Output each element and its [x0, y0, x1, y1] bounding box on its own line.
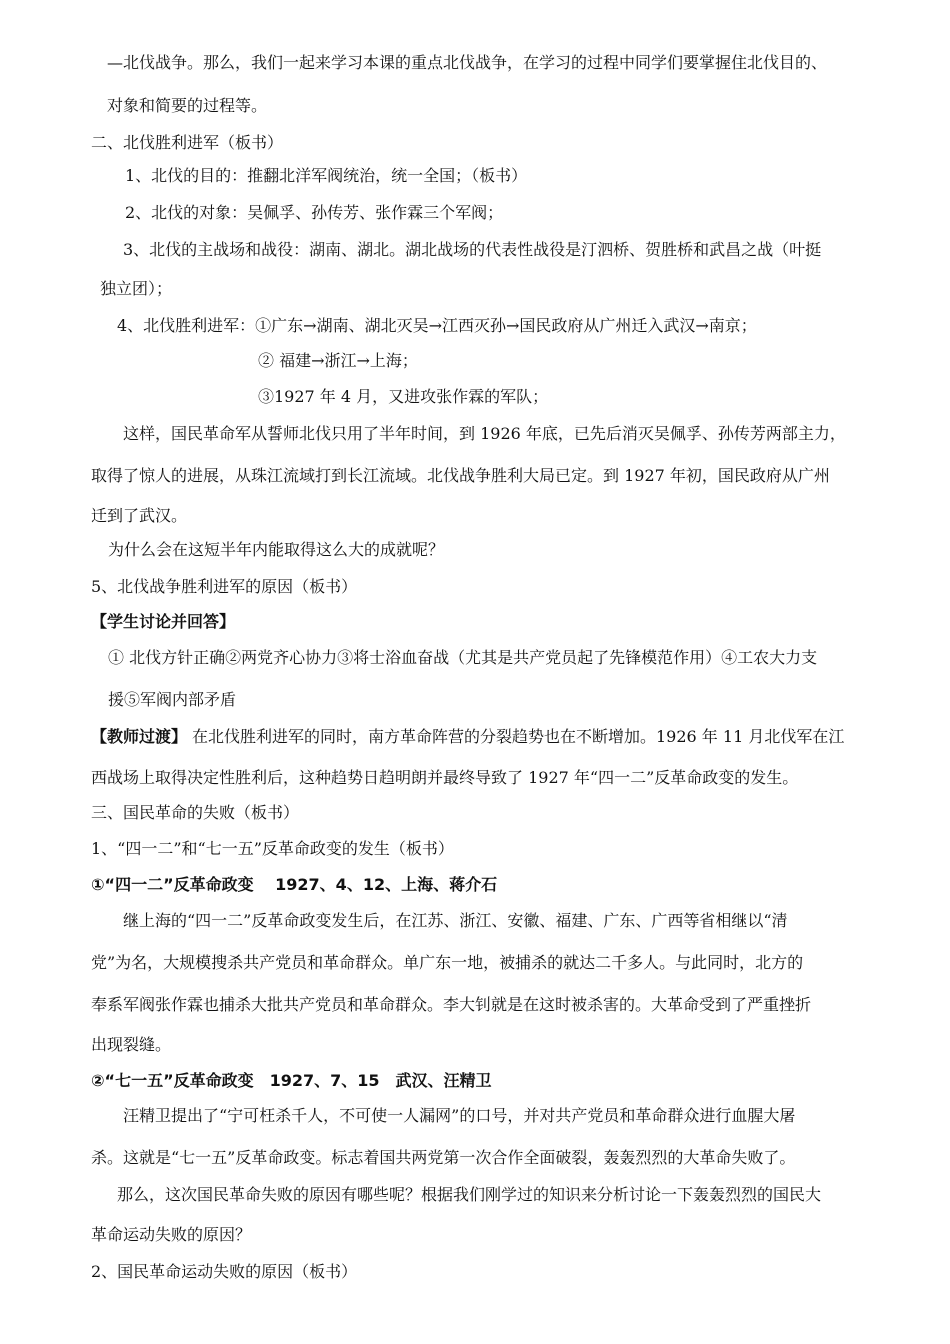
student-discussion-label: 【学生讨论并回答】 [91, 612, 236, 631]
list-item-1: 1、北伐的目的：推翻北洋军阀统治，统一全国；（板书） [125, 166, 528, 185]
text-line-intro-1: —北伐战争。那么，我们一起来学习本课的重点北伐战争，在学习的过程中同学们要掌握住北伐目的、 [107, 53, 828, 72]
section-heading-3: 三、国民革命的失败（板书） [91, 803, 300, 822]
paragraph-3-line-1: 汪精卫提出了“宁可枉杀千人，不可使一人漏网”的口号，并对共产党员和革命群众进行血腥大屠 [123, 1106, 796, 1125]
paragraph-2-line-3: 奉系军阀张作霖也捕杀大批共产党员和革命群众。李大钊就是在这时被杀害的。大革命受到了严重挫折 [91, 995, 812, 1014]
paragraph-4-line-1: 那么，这次国民革命失败的原因有哪些呢？根据我们刚学过的知识来分析讨论一下轰轰烈烈的国民大 [117, 1185, 822, 1204]
list-item-4-route-3: ③1927 年 4 月，又进攻张作霖的军队； [258, 387, 549, 406]
list-item-3: 3、北伐的主战场和战役：湖南、湖北。湖北战场的代表性战役是汀泗桥、贺胜桥和武昌之战（叶挺 [123, 240, 822, 259]
text-line-intro-2: 对象和简要的过程等。 [107, 96, 268, 115]
transition-line-1: 在北伐胜利进军的同时，南方革命阵营的分裂趋势也在不断增加。1926 年 11 月北伐军在江 [192, 727, 845, 746]
transition-line-2: 西战场上取得决定性胜利后，这种趋势日趋明朗并最终导致了 1927 年“四一二”反革命政变的发生。 [91, 768, 799, 787]
reasons-line-1: ① 北伐方针正确②两党齐心协力③将士浴血奋战（尤其是共产党员起了先锋模范作用）④工农大力支 [108, 648, 818, 667]
paragraph-2-line-4: 出现裂缝。 [91, 1035, 172, 1054]
paragraph-2-line-2: 党”为名，大规模搜杀共产党员和革命群众。单广东一地，被捕杀的就达二千多人。与此同时，北方的 [91, 953, 804, 972]
paragraph-1-line-3: 迁到了武汉。 [91, 506, 188, 525]
list-item-2: 2、北伐的对象：吴佩孚、孙传芳、张作霖三个军阀； [125, 203, 504, 222]
subsection-2: 2、国民革命运动失败的原因（板书） [91, 1262, 358, 1281]
paragraph-2-line-1: 继上海的“四一二”反革命政变发生后，在江苏、浙江、安徽、福建、广东、广西等省相继以“清 [123, 911, 788, 930]
section-heading-2: 二、北伐胜利进军（板书） [91, 133, 284, 152]
paragraph-1-line-1: 这样，国民革命军从誓师北伐只用了半年时间，到 1926 年底，已先后消灭吴佩孚、孙传芳两部主力， [123, 424, 846, 443]
list-item-4-route-2: ② 福建→浙江→上海； [258, 351, 418, 370]
section-item-5: 5、北伐战争胜利进军的原因（板书） [91, 577, 358, 596]
paragraph-3-line-2: 杀。这就是“七一五”反革命政变。标志着国共两党第一次合作全面破裂，轰轰烈烈的大革命失败了。 [91, 1148, 796, 1167]
teacher-transition-label: 【教师过渡】 [91, 727, 188, 746]
subsection-1: 1、“四一二”和“七一五”反革命政变的发生（板书） [91, 839, 454, 858]
list-item-3-cont: 独立团）； [100, 279, 173, 298]
reasons-line-2: 援⑤军阀内部矛盾 [108, 690, 237, 709]
paragraph-4-line-2: 革命运动失败的原因？ [91, 1225, 252, 1244]
question-line: 为什么会在这短半年内能取得这么大的成就呢？ [108, 540, 445, 559]
paragraph-1-line-2: 取得了惊人的进展，从珠江流域打到长江流域。北伐战争胜利大局已定。到 1927 年初，国民政府从广州 [91, 466, 830, 485]
coup-715-heading: ②“七一五”反革命政变 1927、7、15 武汉、汪精卫 [91, 1071, 492, 1090]
coup-412-heading: ①“四一二”反革命政变 1927、4、12、上海、蒋介石 [91, 875, 498, 894]
list-item-4: 4、北伐胜利进军：①广东→湖南、湖北灭吴→江西灭孙→国民政府从广州迁入武汉→南京； [117, 316, 757, 335]
